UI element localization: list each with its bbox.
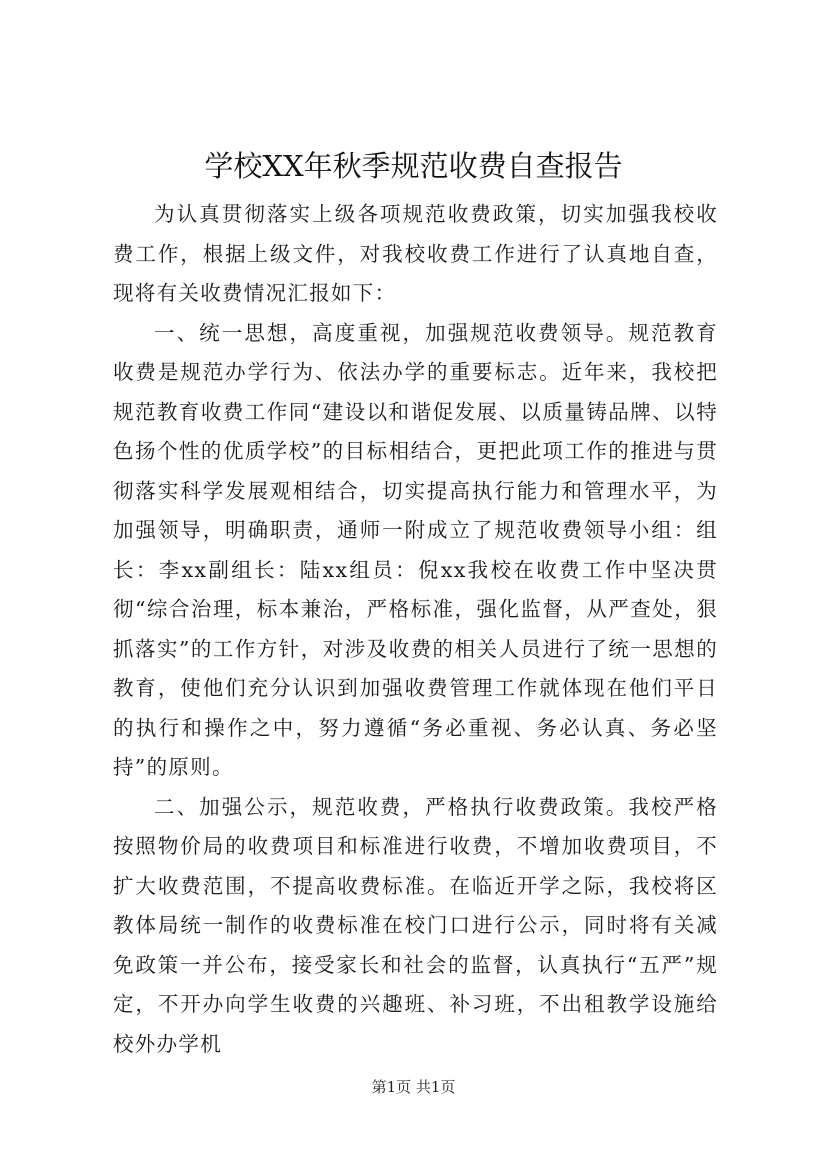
paragraph-section-one: 一、统一思想，高度重视，加强规范收费领导。规范教育收费是规范办学行为、依法办学的重要标志。近年来，我校把规范教育收费工作同“建设以和谐促发展、以质量铸品牌、以特色扬个性的优质学校”的目标相结合，更把此项工作的推进与贯彻落实科学发展观相结合，切实提高执行能力和管理水平，为加强领导，明确职责，通师一附成立了规范收费领导小组：组长：李xx副组长：陆xx组员：倪xx我校在收费工作中坚决贯彻“综合治理，标本兼治，严格标准，强化监督，从严查处，狠抓落实”的工作方针，对涉及收费的相关人员进行了统一思想的教育，使他们充分认识到加强收费管理工作就体现在他们平日的执行和操作之中，努力遵循“务必重视、务必认真、务必坚持”的原则。 — [113, 320, 718, 779]
page-footer: 第1页 共1页 — [371, 1078, 456, 1096]
document-body — [113, 195, 718, 1064]
paragraph-intro: 为认真贯彻落实上级各项规范收费政策，切实加强我校收费工作，根据上级文件，对我校收费工作进行了认真地自查，现将有关收费情况汇报如下： — [113, 202, 718, 305]
document-title: 学校XX年秋季规范收费自查报告 — [204, 149, 623, 183]
paragraph-section-two: 二、加强公示，规范收费，严格执行收费政策。我校严格按照物价局的收费项目和标准进行收费，不增加收费项目，不扩大收费范围，不提高收费标准。在临近开学之际，我校将区教体局统一制作的收费标准在校门口进行公示，同时将有关减免政策一并公布，接受家长和社会的监督，认真执行“五严”规定，不开办向学生收费的兴趣班、补习班，不出租教学设施给校外办学机 — [113, 794, 718, 1056]
